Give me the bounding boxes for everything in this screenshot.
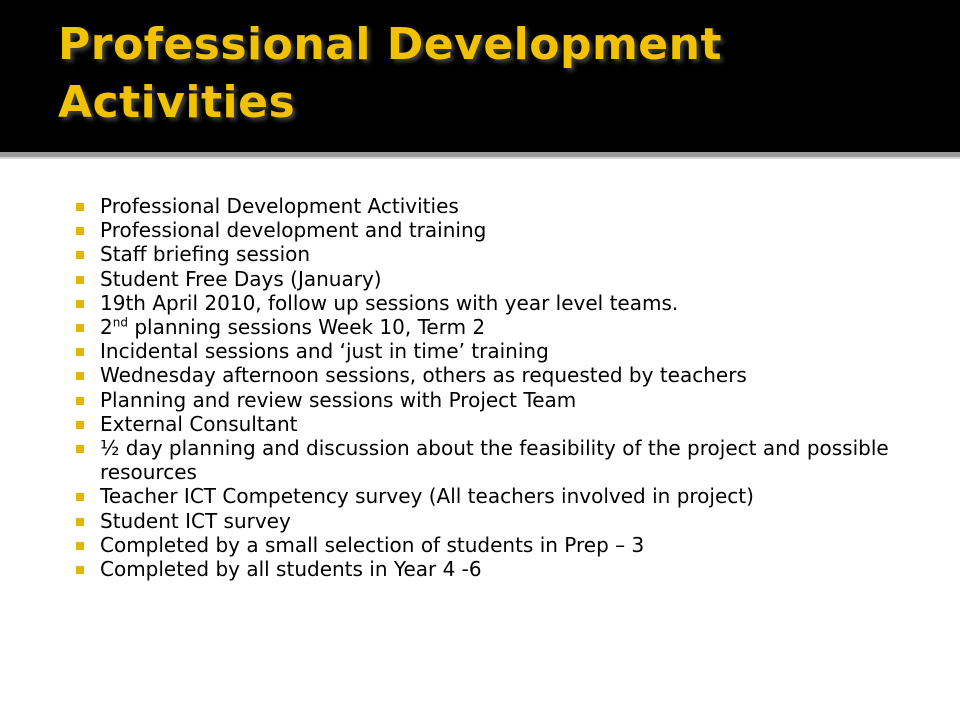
- slide-title: [58, 16, 938, 132]
- bullet-text: Planning and review sessions with Project Team: [100, 387, 577, 412]
- bullet-item: [76, 218, 936, 242]
- square-bullet-icon: [76, 566, 84, 574]
- bullet-text: Professional Development Activities: [100, 194, 459, 218]
- bullet-item: [76, 194, 936, 218]
- bullet-text: Completed by all students in Year 4 -6: [100, 557, 482, 582]
- square-bullet-icon: [76, 518, 84, 526]
- square-bullet-icon: [76, 421, 84, 429]
- bullet-item: [76, 533, 936, 557]
- title-divider-shadow: [0, 157, 960, 159]
- bullet-text-number: 2: [100, 315, 113, 340]
- bullet-item: [76, 339, 936, 363]
- square-bullet-icon: [76, 372, 84, 380]
- square-bullet-icon: [76, 300, 84, 308]
- bullet-text: Wednesday afternoon sessions, others as requested by teachers: [100, 363, 747, 388]
- square-bullet-icon: [76, 493, 84, 501]
- square-bullet-icon: [76, 251, 84, 259]
- slide-title-line-1: Professional Development: [58, 19, 723, 70]
- square-bullet-icon: [76, 276, 84, 284]
- bullet-item: [76, 388, 936, 412]
- bullet-item: [76, 315, 936, 339]
- bullet-text: Teacher ICT Competency survey (All teachers involved in project): [100, 484, 754, 509]
- square-bullet-icon: [76, 324, 84, 332]
- bullet-text-superscript: nd: [112, 315, 128, 330]
- slide-title-line-2: Activities: [58, 77, 296, 128]
- bullet-text: 19th April 2010, follow up sessions with year level teams.: [100, 290, 679, 315]
- bullet-text: planning sessions Week 10, Term 2: [127, 315, 486, 340]
- square-bullet-icon: [76, 203, 84, 211]
- bullet-text: Student ICT survey: [100, 508, 291, 533]
- bullet-text: Staff briefing session: [100, 242, 311, 267]
- bullet-item: [76, 291, 936, 315]
- bullet-text: Professional development and training: [100, 218, 487, 243]
- bullet-text: Incidental sessions and ‘just in time’ training: [100, 339, 549, 364]
- bullet-text: Completed by a small selection of students in Prep – 3: [100, 532, 645, 557]
- square-bullet-icon: [76, 397, 84, 405]
- square-bullet-icon: [76, 445, 84, 453]
- bullet-item: [76, 267, 936, 291]
- square-bullet-icon: [76, 227, 84, 235]
- bullet-item: [76, 557, 936, 581]
- bullet-item: [76, 509, 936, 533]
- bullet-text: External Consultant: [100, 411, 298, 436]
- bullet-list: [76, 194, 936, 581]
- square-bullet-icon: [76, 348, 84, 356]
- title-band: [0, 0, 960, 152]
- bullet-item: [76, 484, 936, 508]
- bullet-item: [76, 412, 936, 436]
- bullet-text: ½ day planning and discussion about the feasibility of the project and possible resources: [100, 436, 889, 485]
- square-bullet-icon: [76, 542, 84, 550]
- bullet-item: [76, 363, 936, 387]
- bullet-item: [76, 436, 936, 484]
- bullet-item: [76, 242, 936, 266]
- bullet-text: Student Free Days (January): [100, 266, 382, 291]
